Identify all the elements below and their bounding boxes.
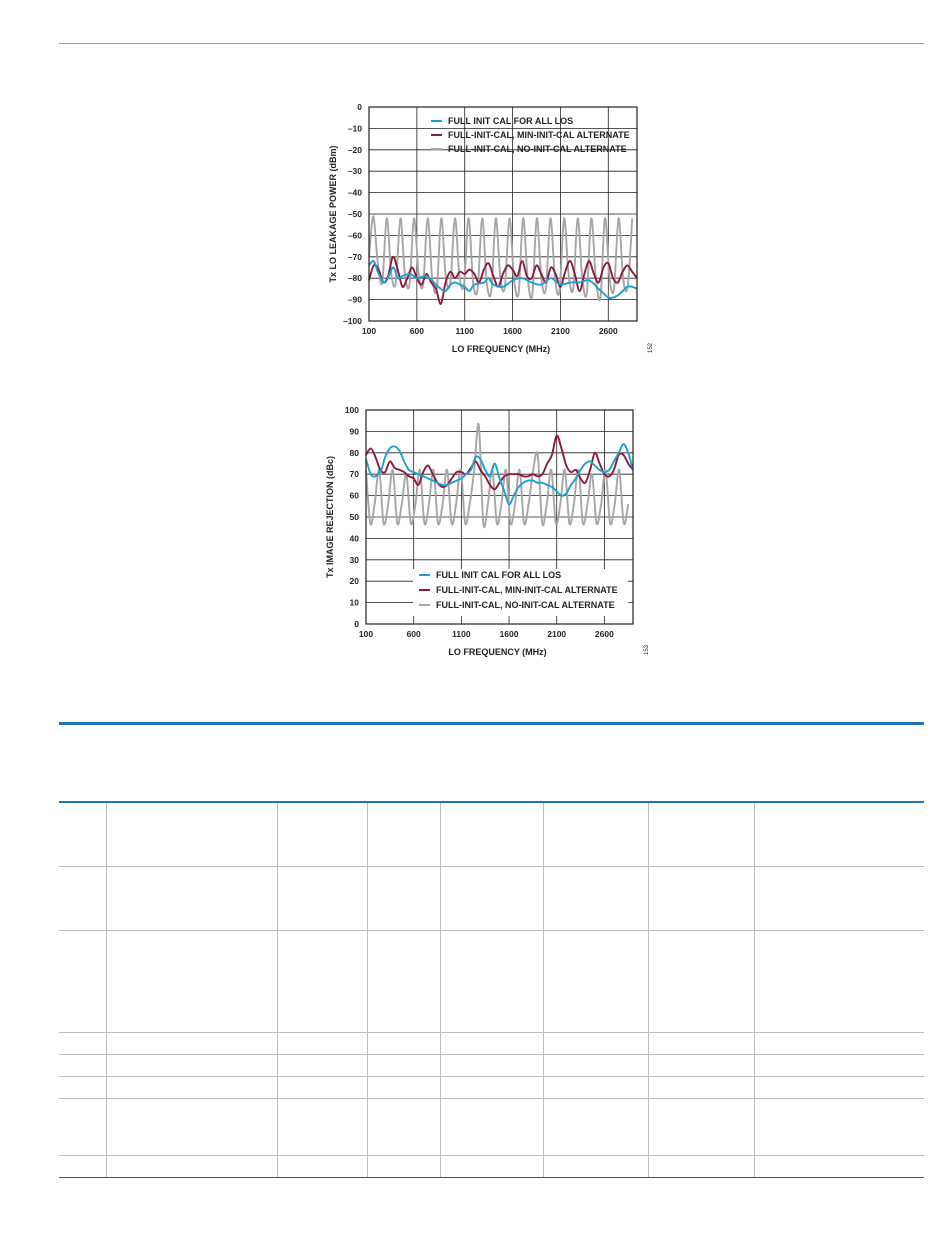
x-tick-label: 100 (361, 326, 377, 336)
x-tick-label: 600 (406, 629, 421, 639)
y-tick-label: 0 (357, 102, 362, 112)
x-tick-label: 1600 (503, 326, 523, 336)
spec-table (59, 723, 924, 1178)
table-header-row (59, 723, 924, 802)
y-tick-label: –40 (347, 187, 362, 198)
y-axis-label: Tx LO LEAKAGE POWER (dBm) (328, 145, 338, 283)
y-tick-label: 60 (349, 490, 359, 501)
x-axis-label: LO FREQUENCY (MHz) (448, 647, 547, 657)
figure-id: 153 (644, 644, 650, 656)
legend-label: FULL INIT CAL FOR ALL LOS (436, 570, 562, 580)
y-tick-label: –50 (347, 209, 362, 219)
x-tick-label: 2100 (547, 629, 567, 639)
legend-label: FULL-INIT-CAL, NO-INIT-CAL ALTERNATE (436, 600, 615, 610)
y-axis-label: Tx IMAGE REJECTION (dBc) (325, 455, 335, 579)
figure-id: 152 (648, 342, 654, 354)
legend-label: FULL-INIT-CAL, MIN-INIT-CAL ALTERNATE (436, 585, 618, 595)
table-row (59, 1098, 924, 1155)
y-tick-label: –30 (347, 166, 362, 177)
legend-label: FULL-INIT-CAL, NO-INIT-CAL ALTERNATE (448, 144, 627, 154)
y-tick-label: 10 (349, 597, 359, 608)
chart-tx-lo-leakage (328, 102, 654, 354)
chart-tx-image-rejection (325, 405, 650, 657)
y-tick-label: 40 (349, 533, 359, 544)
table-row (59, 930, 924, 1032)
y-tick-label: 100 (344, 405, 359, 415)
y-tick-label: –10 (347, 123, 362, 134)
x-axis-label: LO FREQUENCY (MHz) (451, 344, 551, 354)
x-tick-label: 1100 (452, 629, 471, 639)
y-tick-label: 20 (349, 576, 359, 587)
table-row (59, 1076, 924, 1098)
x-tick-label: 600 (409, 326, 424, 336)
y-tick-label: –60 (347, 230, 362, 241)
y-tick-label: 90 (349, 426, 359, 437)
x-tick-label: 2600 (598, 326, 618, 336)
y-tick-label: –70 (347, 251, 362, 262)
y-tick-label: –100 (343, 316, 362, 326)
legend-label: FULL-INIT-CAL, MIN-INIT-CAL ALTERNATE (448, 130, 630, 140)
table-row (59, 802, 924, 866)
y-tick-label: 50 (349, 512, 359, 522)
table-row (59, 1054, 924, 1076)
x-tick-label: 1100 (455, 326, 474, 336)
table-row (59, 866, 924, 930)
y-tick-label: 70 (349, 469, 359, 480)
y-tick-label: –80 (347, 273, 362, 284)
y-tick-label: 80 (349, 447, 359, 458)
table-row (59, 1032, 924, 1054)
x-tick-label: 1600 (499, 629, 519, 639)
x-tick-label: 2100 (550, 326, 570, 336)
y-tick-label: 30 (349, 554, 359, 565)
table-row (59, 1155, 924, 1177)
x-tick-label: 2600 (594, 629, 614, 639)
y-tick-label: 0 (354, 619, 359, 629)
legend-label: FULL INIT CAL FOR ALL LOS (448, 116, 574, 126)
x-tick-label: 100 (358, 629, 374, 639)
y-tick-label: –90 (347, 294, 362, 305)
y-tick-label: –20 (347, 144, 362, 155)
